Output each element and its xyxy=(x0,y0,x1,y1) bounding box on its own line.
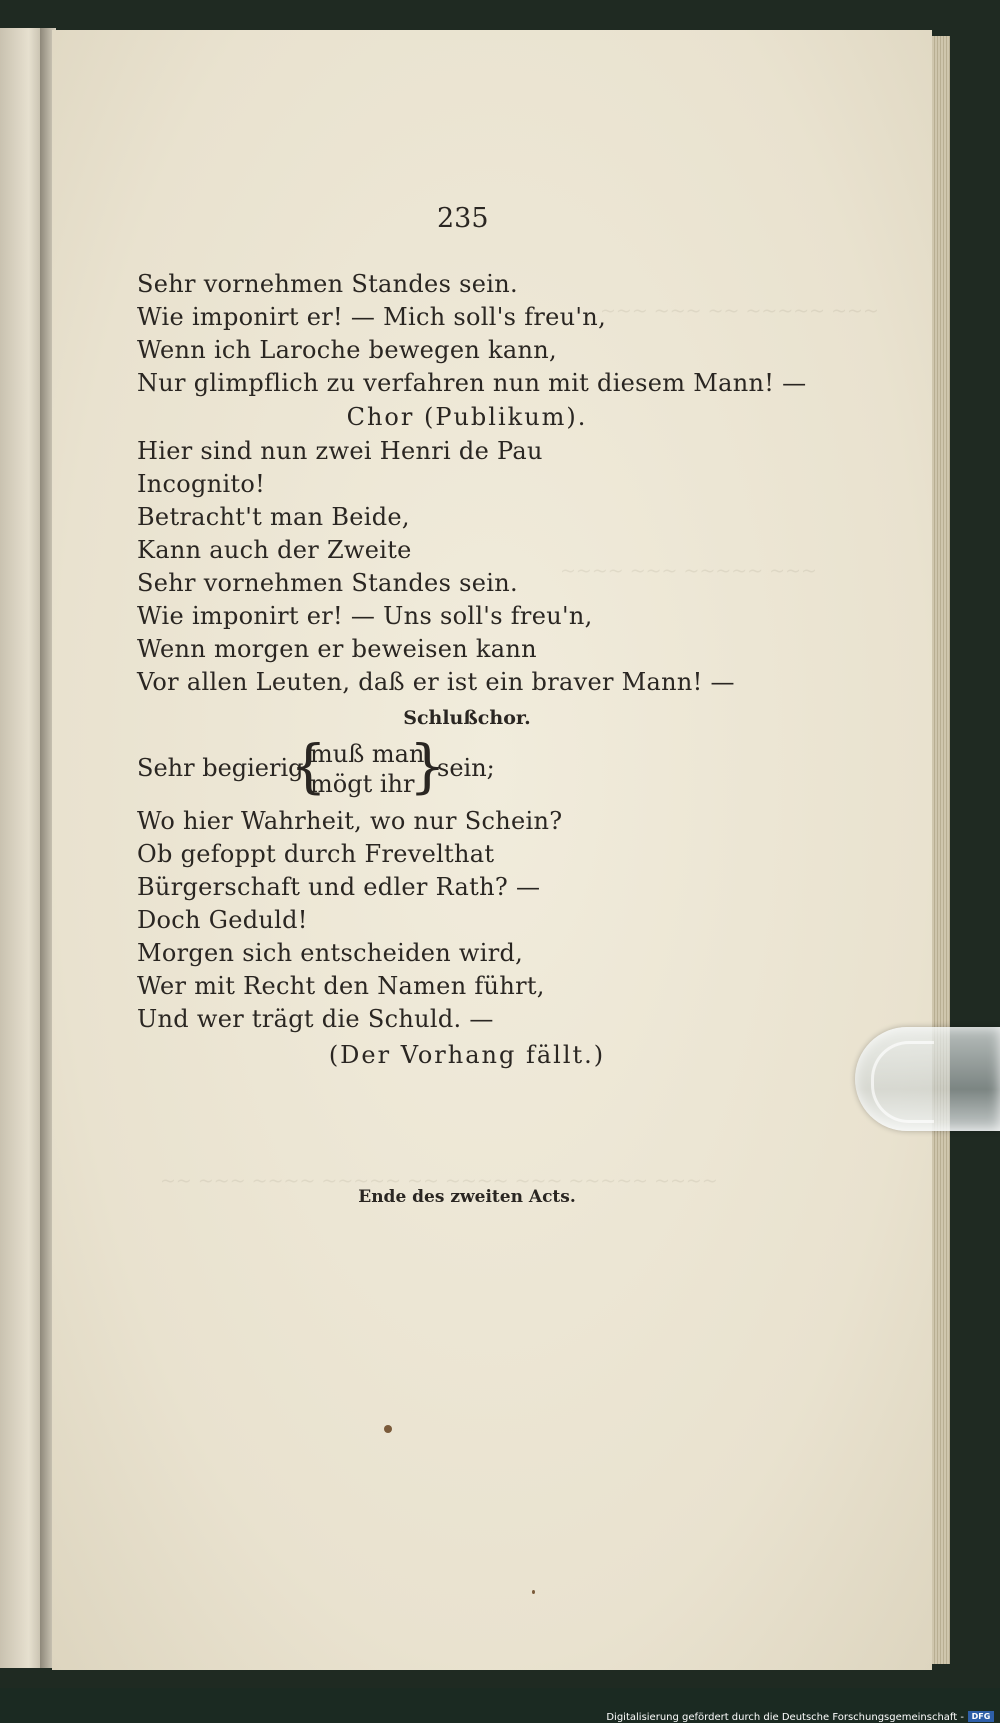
end-of-act-note: Ende des zweiten Acts. xyxy=(358,1187,576,1207)
stage-direction: (Der Vorhang fällt.) xyxy=(328,1041,606,1069)
verse-line: Hier sind nun zwei Henri de Pau xyxy=(137,437,543,465)
paper-speck xyxy=(532,1590,535,1594)
verse-line: Wenn ich Laroche bewegen kann, xyxy=(137,336,557,364)
verse-line: Wie imponirt er! — Mich soll's freu'n, xyxy=(137,303,606,331)
left-brace-icon: { xyxy=(290,732,327,800)
brace-prefix: Sehr begierig xyxy=(137,754,304,782)
schlusschor-heading: Schlußchor. xyxy=(403,707,531,729)
brace-option-2: mögt ihr xyxy=(310,770,415,798)
digitization-credit: Digitalisierung gefördert durch die Deutsche Forschungsgemeinschaft - xyxy=(606,1712,964,1723)
bleed-through-text: ~~ ~~~ ~~~~ ~~~~~ ~~ ~~~~ ~~~ ~~~~~ ~~~~ xyxy=(160,1170,718,1192)
book-clip xyxy=(855,1027,1000,1131)
paper-speck xyxy=(384,1425,392,1433)
verse-line: Wer mit Recht den Namen führt, xyxy=(137,972,545,1000)
verse-line: Doch Geduld! xyxy=(137,906,308,934)
verse-line: Wie imponirt er! — Uns soll's freu'n, xyxy=(137,602,593,630)
bleed-through-text: ~~~~ ~~~ ~~~~~ ~~~ xyxy=(560,560,817,582)
verse-line: Vor allen Leuten, daß er ist ein braver Mann! — xyxy=(137,668,735,696)
brace-option-1: muß man xyxy=(310,740,425,768)
brace-suffix: sein; xyxy=(437,754,495,782)
verse-line: Morgen sich entscheiden wird, xyxy=(137,939,524,967)
verse-line: Kann auch der Zweite xyxy=(137,536,412,564)
verse-line: Sehr vornehmen Standes sein. xyxy=(137,270,518,298)
verse-line: Wo hier Wahrheit, wo nur Schein? xyxy=(137,807,563,835)
chor-heading: Chor (Publikum). xyxy=(346,403,588,431)
bleed-through-text: ~~~ ~~~ ~~ ~~~~~ ~~~ xyxy=(600,300,879,322)
verse-line: Ob gefoppt durch Frevelthat xyxy=(137,840,495,868)
verse-line: Wenn morgen er beweisen kann xyxy=(137,635,537,663)
right-brace-icon: } xyxy=(409,732,446,800)
verse-line: Und wer trägt die Schuld. — xyxy=(137,1005,494,1033)
verse-line: Incognito! xyxy=(137,470,266,498)
dfg-logo: DFG xyxy=(968,1711,994,1722)
page-number: 235 xyxy=(437,203,489,234)
verse-line: Nur glimpflich zu verfahren nun mit diesem Mann! — xyxy=(137,369,807,397)
verse-line: Bürgerschaft und edler Rath? — xyxy=(137,873,541,901)
verse-line: Sehr vornehmen Standes sein. xyxy=(137,569,518,597)
verse-line: Betracht't man Beide, xyxy=(137,503,410,531)
